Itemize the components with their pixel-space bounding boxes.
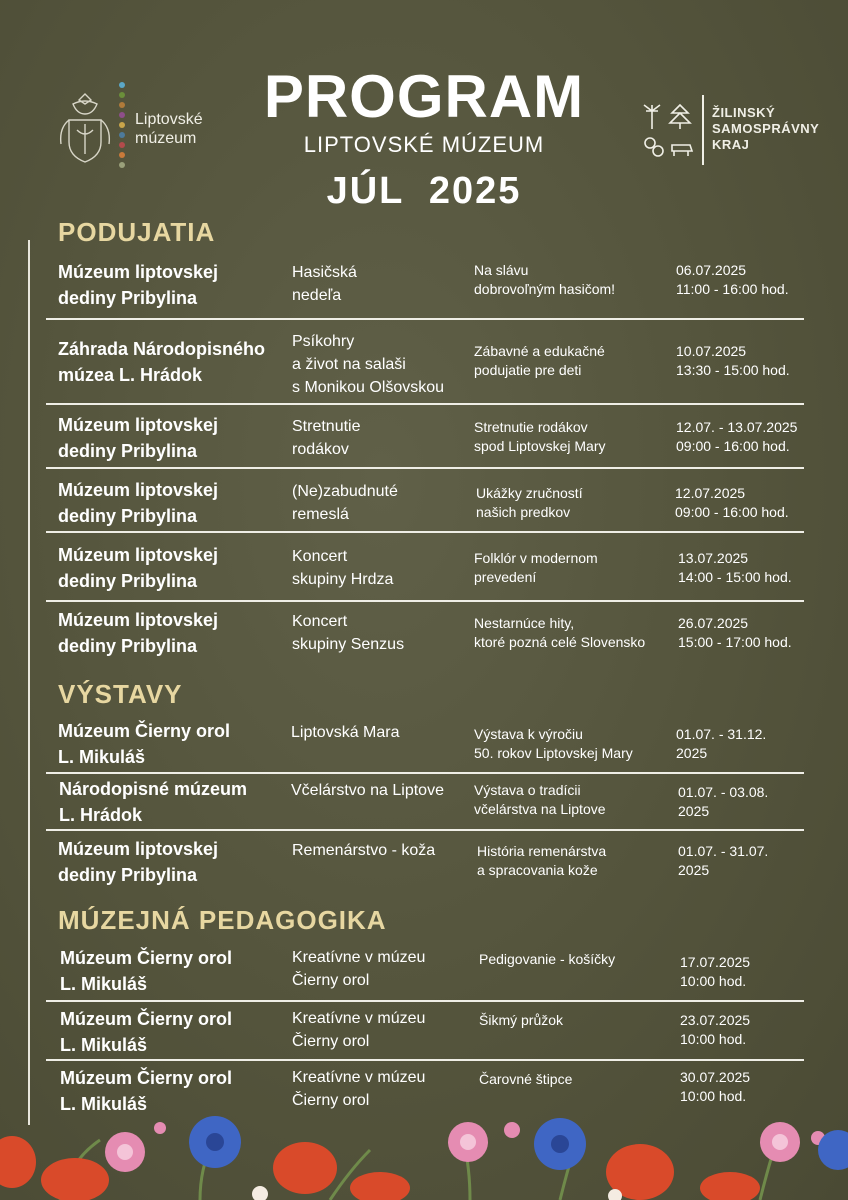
venue-line: dediny Pribylina [58, 571, 198, 591]
desc-line: Zábavné a edukačné [474, 343, 605, 359]
row-divider [46, 600, 804, 602]
logo-separator [702, 95, 704, 165]
venue-line: Múzeum liptovskej [58, 610, 219, 630]
event-description [474, 261, 674, 299]
desc-line: ktoré pozná celé Slovensko [474, 634, 646, 650]
event-description [477, 842, 677, 880]
event-line: skupiny Senzus [292, 636, 405, 653]
desc-line: dobrovoľným hasičom! [474, 281, 616, 297]
desc-line: prevedení [474, 569, 537, 585]
kraj-emblem-icon [640, 101, 696, 161]
row-divider [46, 467, 804, 469]
desc-line: Na slávu [474, 262, 529, 278]
date-line: 2025 [676, 745, 708, 761]
event-line: Kreatívne v múzeu [292, 1069, 426, 1086]
event-date [676, 342, 816, 380]
desc-line: našich predkov [476, 504, 571, 520]
event-line: Čierny orol [292, 1033, 370, 1050]
venue-line: múzea L. Hrádok [58, 365, 203, 385]
event-line: rodákov [292, 441, 349, 458]
venue-line: L. Hrádok [59, 805, 143, 825]
date-line: 10:00 hod. [680, 973, 747, 989]
venue-line: Múzeum Čierny orol [60, 1068, 233, 1088]
event-date [678, 783, 818, 821]
section-heading-vystavy: VÝSTAVY [58, 679, 183, 709]
date-line: 23.07.2025 [680, 1012, 751, 1028]
page-title: PROGRAM [263, 63, 585, 130]
event-date [680, 1011, 820, 1049]
kraj-text [712, 105, 819, 153]
row-divider [46, 531, 804, 533]
row-divider [46, 403, 804, 405]
date-line: 10:00 hod. [680, 1088, 747, 1104]
event-line: Koncert [292, 548, 348, 565]
event-description [474, 418, 674, 456]
event-line: Hasičská [292, 264, 357, 281]
event-line: Liptovská Mara [291, 724, 400, 741]
venue-line: L. Mikuláš [60, 1094, 148, 1114]
desc-line: Folklór v modernom [474, 550, 598, 566]
event-line: Kreatívne v múzeu [292, 949, 426, 966]
event-name [291, 721, 476, 744]
event-line: Remenárstvo - koža [292, 842, 436, 859]
venue-line: dediny Pribylina [58, 288, 198, 308]
date-line: 26.07.2025 [678, 615, 749, 631]
desc-line: Stretnutie rodákov [474, 419, 588, 435]
date-line: 01.07. - 03.08. [678, 784, 769, 800]
event-line: remeslá [292, 506, 349, 523]
event-line: s Monikou Olšovskou [292, 379, 445, 396]
event-name [291, 779, 481, 802]
date-line: 09:00 - 16:00 hod. [676, 438, 790, 454]
event-description [474, 781, 674, 819]
venue-line: Múzeum Čierny orol [60, 1009, 233, 1029]
date-line: 2025 [678, 803, 710, 819]
venue [58, 718, 283, 770]
date-line: 10.07.2025 [676, 343, 747, 359]
desc-line: Výstava k výročiu [474, 726, 583, 742]
venue [60, 945, 285, 997]
event-line: Čierny orol [292, 1092, 370, 1109]
venue-line: Záhrada Národopisného [58, 339, 266, 359]
venue-line: Múzeum liptovskej [58, 262, 219, 282]
venue-line: dediny Pribylina [58, 506, 198, 526]
venue [58, 477, 283, 529]
desc-line: Šikmý průžok [479, 1012, 564, 1028]
date-line: 12.07. - 13.07.2025 [676, 419, 798, 435]
date-line: 01.07. - 31.07. [678, 843, 769, 859]
kraj-text-line2: SAMOSPRÁVNY [712, 121, 820, 136]
desc-line: podujatie pre deti [474, 362, 582, 378]
desc-line: a spracovania kože [477, 862, 598, 878]
venue-line: L. Mikuláš [60, 1035, 148, 1055]
venue [58, 542, 283, 594]
row-divider [46, 1000, 804, 1002]
page-subtitle: LIPTOVSKÉ MÚZEUM [303, 132, 545, 157]
venue-line: L. Mikuláš [58, 747, 146, 767]
event-name [292, 839, 477, 862]
zilinsky-kraj-logo [640, 95, 820, 175]
row-divider [46, 829, 804, 831]
date-line: 06.07.2025 [676, 262, 747, 278]
event-line: Koncert [292, 613, 348, 630]
event-name [292, 480, 477, 526]
desc-line: Výstava o tradícii [474, 782, 581, 798]
row-divider [46, 1059, 804, 1061]
event-line: (Ne)zabudnuté [292, 483, 398, 500]
event-description [474, 549, 674, 587]
date-line: 11:00 - 16:00 hod. [676, 281, 789, 297]
venue [58, 836, 283, 888]
event-line: Psíkohry [292, 333, 355, 350]
month-title: JÚL 2025 [326, 170, 522, 212]
row-divider [46, 318, 804, 320]
venue [60, 1006, 285, 1058]
event-name [292, 330, 477, 399]
logo-text-line1: Liptovské [135, 111, 203, 128]
desc-line: Čarovné štipce [479, 1071, 573, 1087]
event-name [292, 261, 477, 307]
desc-line: včelárstva na Liptove [474, 801, 606, 817]
event-name [292, 415, 477, 461]
event-date [676, 261, 816, 299]
left-vertical-rule [28, 240, 30, 1125]
event-line: a život na salaši [292, 356, 406, 373]
event-description [479, 950, 679, 969]
desc-line: Pedigovanie - košíčky [479, 951, 616, 967]
event-line: Čierny orol [292, 972, 370, 989]
date-line: 15:00 - 17:00 hod. [678, 634, 792, 650]
venue [58, 412, 283, 464]
date-line: 01.07. - 31.12. [676, 726, 767, 742]
venue [59, 776, 284, 828]
venue-line: Múzeum liptovskej [58, 839, 219, 859]
desc-line: Nestarnúce hity, [474, 615, 575, 631]
event-date [676, 725, 816, 763]
date-line: 17.07.2025 [680, 954, 751, 970]
venue [58, 607, 283, 659]
logo-text-line2: múzeum [135, 130, 197, 147]
venue-line: dediny Pribylina [58, 636, 198, 656]
date-line: 14:00 - 15:00 hod. [678, 569, 792, 585]
event-description [474, 342, 674, 380]
venue-line: Múzeum Čierny orol [58, 721, 231, 741]
event-description [479, 1070, 679, 1089]
event-description [474, 725, 679, 763]
venue-line: Múzeum Čierny orol [60, 948, 233, 968]
kraj-text-line1: ŽILINSKÝ [712, 105, 776, 120]
venue-line: Múzeum liptovskej [58, 480, 219, 500]
venue-line: dediny Pribylina [58, 441, 198, 461]
venue-line: Múzeum liptovskej [58, 415, 219, 435]
event-description [474, 614, 679, 652]
event-line: Kreatívne v múzeu [292, 1010, 426, 1027]
event-description [476, 484, 676, 522]
row-divider [46, 772, 804, 774]
date-line: 12.07.2025 [675, 485, 746, 501]
desc-line: História remenárstva [477, 843, 607, 859]
date-line: 13.07.2025 [678, 550, 749, 566]
section-heading-podujatia: PODUJATIA [58, 217, 216, 247]
event-name [292, 545, 477, 591]
desc-line: Ukážky zručností [476, 485, 583, 501]
venue-line: Národopisné múzeum [59, 779, 248, 799]
venue-line: Múzeum liptovskej [58, 545, 219, 565]
event-name [292, 610, 477, 656]
desc-line: spod Liptovskej Mary [474, 438, 606, 454]
venue-line: dediny Pribylina [58, 865, 198, 885]
event-date [678, 614, 818, 652]
event-date [678, 842, 818, 880]
kraj-text-line3: KRAJ [712, 137, 750, 152]
event-line: nedeľa [292, 287, 342, 304]
event-name [292, 946, 477, 992]
event-line: skupiny Hrdza [292, 571, 394, 588]
event-name [292, 1007, 477, 1053]
event-line: Stretnutie [292, 418, 361, 435]
section-heading-muzejna-pedagogika: MÚZEJNÁ PEDAGOGIKA [58, 905, 387, 935]
venue-line: L. Mikuláš [60, 974, 148, 994]
desc-line: 50. rokov Liptovskej Mary [474, 745, 633, 761]
event-line: Včelárstvo na Liptove [291, 782, 444, 799]
flower-border-illustration [0, 1100, 848, 1200]
event-date [678, 549, 818, 587]
venue [58, 336, 283, 388]
date-line: 2025 [678, 862, 710, 878]
date-line: 30.07.2025 [680, 1069, 751, 1085]
date-line: 09:00 - 16:00 hod. [675, 504, 789, 520]
event-date [676, 418, 816, 456]
date-line: 10:00 hod. [680, 1031, 747, 1047]
event-date [675, 484, 815, 522]
event-date [680, 953, 820, 991]
date-line: 13:30 - 15:00 hod. [676, 362, 790, 378]
venue [58, 259, 283, 311]
event-description [479, 1011, 679, 1030]
